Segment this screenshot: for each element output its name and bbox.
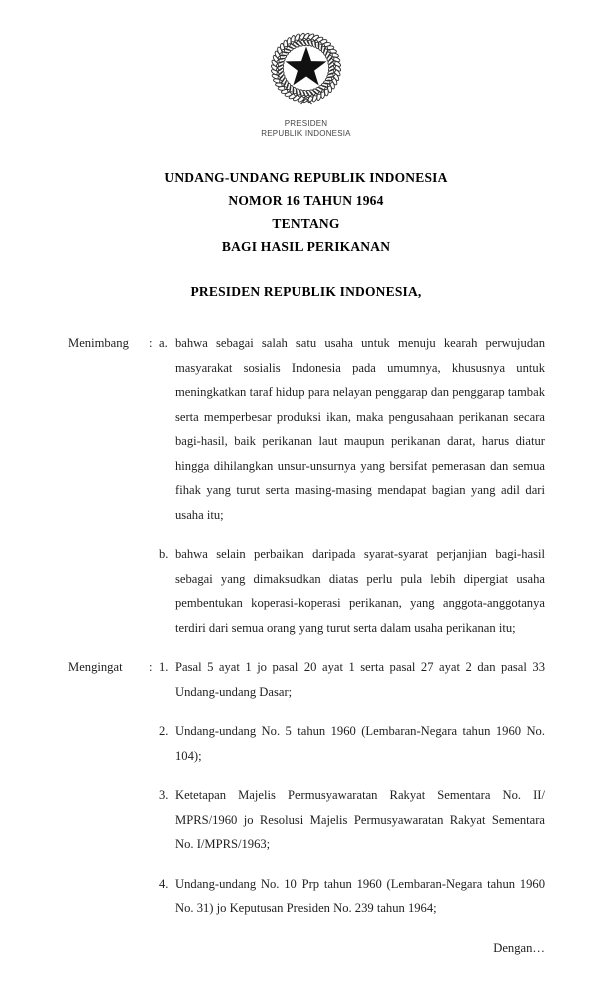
clause-item-text: bahwa sebagai salah satu usaha untuk menuju kearah perwujudan masyarakat sosialis Indonesia pada umumnya, khususnya untuk meningkatkan taraf hidup para nelayan penggarap dan penggarap tambak serta memperbesar produksi ikan, maka pengusahaan perikanan secara bagi-hasil, baik perikanan laut maupun perikanan darat, harus diatur hingga dihilangkan unsur-unsurnya yang bersifat pemerasan dan semua fihak yang turut serta masing-masing mendapat bagian yang adil dari usaha itu; [175, 336, 545, 522]
clause-label: Menimbang [68, 336, 129, 350]
clause-row [68, 655, 545, 704]
clause-separator [149, 542, 159, 640]
doc-title-line-4: BAGI HASIL PERIKANAN [221, 239, 391, 254]
clause-label [68, 783, 149, 857]
doc-title-line-2: NOMOR 16 TAHUN 1964 [228, 193, 384, 208]
star-icon [286, 47, 327, 86]
clause-item-text: Ketetapan Majelis Permusyawaratan Rakyat Sementara No. II/ MPRS/1960 jo Resolusi Majelis Permusyawaratan Rakyat Sementara No. I/MPRS/1963; [175, 788, 545, 851]
clause-label [68, 872, 149, 921]
clause-row [68, 542, 545, 640]
clauses-section [0, 331, 612, 921]
clause-row [68, 783, 545, 857]
masthead [0, 0, 612, 138]
clause-item-text: Pasal 5 ayat 1 jo pasal 20 ayat 1 serta pasal 27 ayat 2 dan pasal 33 Undang-undang Dasar; [175, 660, 545, 699]
clause-row [68, 331, 545, 527]
clause-item-marker: 2. [159, 724, 169, 738]
salutation: PRESIDEN REPUBLIK INDONESIA, [190, 284, 422, 299]
doc-title-line-1: UNDANG-UNDANG REPUBLIK INDONESIA [164, 170, 448, 185]
clause-row [68, 719, 545, 768]
clause-label [68, 542, 149, 640]
clause-separator [149, 719, 159, 768]
clause-item-marker: 1. [159, 660, 169, 674]
letterhead-line2: REPUBLIK INDONESIA [261, 128, 351, 138]
clause-item-marker: b. [159, 547, 169, 561]
clause-label [68, 719, 149, 768]
doc-title-line-3: TENTANG [272, 216, 340, 231]
clause-separator [149, 872, 159, 921]
clause-item-marker: a. [159, 336, 168, 350]
clause-item-text: Undang-undang No. 10 Prp tahun 1960 (Lembaran-Negara tahun 1960 No. 31) jo Keputusan Presiden No. 239 tahun 1964; [175, 876, 545, 915]
seal-star-wreath-icon [268, 31, 344, 109]
title-block [0, 166, 612, 258]
clause-item-text: Undang-undang No. 5 tahun 1960 (Lembaran-Negara tahun 1960 No. 104); [175, 724, 545, 763]
clause-label: Mengingat [68, 660, 123, 674]
clauses-container [0, 331, 612, 921]
clause-item-text: bahwa selain perbaikan daripada syarat-syarat perjanjian bagi-hasil sebagai yang dimaksudkan diatas perlu pula lebih dipergiat usaha pembentukan koperasi-koperasi perikanan, yang anggota-anggotanya terdiri dari semua orang yang turut serta dalam usaha perikanan itu; [175, 547, 545, 635]
clause-row [68, 872, 545, 921]
clause-separator: : [149, 336, 153, 350]
letterhead [0, 119, 612, 138]
clause-separator: : [149, 660, 153, 674]
catchword: Dengan… [493, 940, 545, 955]
clause-item-marker: 4. [159, 876, 169, 891]
clause-item-marker: 3. [159, 788, 169, 802]
letterhead-line1: PRESIDEN [284, 119, 328, 128]
clause-separator [149, 783, 159, 857]
presidential-seal [0, 31, 612, 109]
